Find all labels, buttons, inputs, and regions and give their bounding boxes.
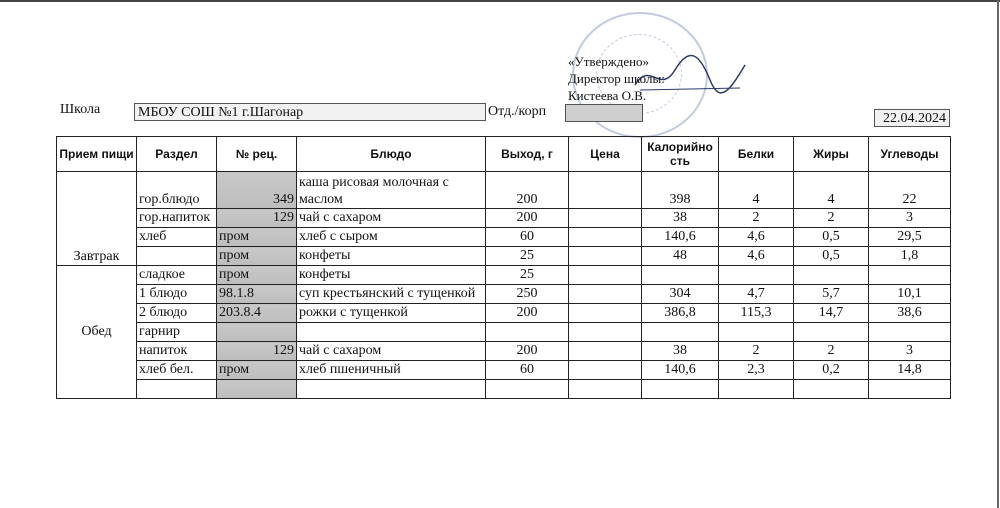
section-cell: напиток bbox=[137, 342, 217, 361]
yield-cell: 200 bbox=[486, 209, 569, 228]
table-header-row bbox=[57, 137, 951, 172]
kcal-cell: 304 bbox=[642, 285, 719, 304]
kcal-cell: 386,8 bbox=[642, 304, 719, 323]
yield-cell: 25 bbox=[486, 247, 569, 266]
price-cell bbox=[569, 247, 642, 266]
yield-cell bbox=[486, 323, 569, 342]
fat-cell: 14,7 bbox=[794, 304, 869, 323]
col-protein: Белки bbox=[719, 137, 794, 172]
carbs-cell: 10,1 bbox=[869, 285, 951, 304]
carbs-cell: 3 bbox=[869, 342, 951, 361]
col-meal: Прием пищи bbox=[57, 137, 137, 172]
dish-cell: суп крестьянский с тущенкой bbox=[297, 285, 486, 304]
recipe-cell: пром bbox=[217, 266, 297, 285]
price-cell bbox=[569, 228, 642, 247]
recipe-cell bbox=[217, 323, 297, 342]
kcal-cell bbox=[642, 266, 719, 285]
yield-cell: 25 bbox=[486, 266, 569, 285]
fat-cell: 0,5 bbox=[794, 228, 869, 247]
col-carbs: Углеводы bbox=[869, 137, 951, 172]
col-kcal: Калорийность bbox=[642, 137, 719, 172]
section-cell: 1 блюдо bbox=[137, 285, 217, 304]
recipe-cell: 349 bbox=[217, 172, 297, 209]
yield-cell: 200 bbox=[486, 342, 569, 361]
fat-cell: 0,5 bbox=[794, 247, 869, 266]
dish-cell bbox=[297, 323, 486, 342]
recipe-cell: 129 bbox=[217, 209, 297, 228]
table-row bbox=[57, 342, 951, 361]
col-fat: Жиры bbox=[794, 137, 869, 172]
school-label: Школа bbox=[60, 102, 101, 117]
meal-breakfast: Завтрак bbox=[57, 172, 137, 266]
protein-cell bbox=[719, 380, 794, 399]
yield-cell bbox=[486, 380, 569, 399]
recipe-cell bbox=[217, 380, 297, 399]
dish-cell bbox=[297, 380, 486, 399]
price-cell bbox=[569, 285, 642, 304]
right-border bbox=[997, 0, 999, 508]
section-cell: гор.напиток bbox=[137, 209, 217, 228]
kcal-cell: 140,6 bbox=[642, 361, 719, 380]
carbs-cell bbox=[869, 266, 951, 285]
kcal-cell: 140,6 bbox=[642, 228, 719, 247]
yield-cell: 60 bbox=[486, 228, 569, 247]
protein-cell bbox=[719, 323, 794, 342]
table-row bbox=[57, 209, 951, 228]
carbs-cell: 22 bbox=[869, 172, 951, 209]
fat-cell bbox=[794, 266, 869, 285]
col-price: Цена bbox=[569, 137, 642, 172]
protein-cell: 4,6 bbox=[719, 247, 794, 266]
price-cell bbox=[569, 266, 642, 285]
table-row bbox=[57, 323, 951, 342]
fat-cell: 0,2 bbox=[794, 361, 869, 380]
fat-cell: 5,7 bbox=[794, 285, 869, 304]
section-cell bbox=[137, 247, 217, 266]
table-row bbox=[57, 304, 951, 323]
table-row bbox=[57, 247, 951, 266]
dish-cell: рожки с тущенкой bbox=[297, 304, 486, 323]
kcal-cell: 38 bbox=[642, 209, 719, 228]
protein-cell: 2,3 bbox=[719, 361, 794, 380]
kcal-cell bbox=[642, 380, 719, 399]
protein-cell: 4,6 bbox=[719, 228, 794, 247]
dept-field[interactable] bbox=[565, 104, 643, 122]
approved-label: «Утверждено» bbox=[568, 54, 650, 69]
protein-cell: 2 bbox=[719, 209, 794, 228]
protein-cell: 115,3 bbox=[719, 304, 794, 323]
table-row bbox=[57, 285, 951, 304]
carbs-cell: 29,5 bbox=[869, 228, 951, 247]
section-cell bbox=[137, 380, 217, 399]
recipe-cell: 129 bbox=[217, 342, 297, 361]
price-cell bbox=[569, 209, 642, 228]
yield-cell: 60 bbox=[486, 361, 569, 380]
carbs-cell bbox=[869, 380, 951, 399]
recipe-cell: 98.1.8 bbox=[217, 285, 297, 304]
kcal-cell bbox=[642, 323, 719, 342]
protein-cell bbox=[719, 266, 794, 285]
section-cell: гор.блюдо bbox=[137, 172, 217, 209]
carbs-cell bbox=[869, 323, 951, 342]
top-border bbox=[0, 0, 1000, 2]
school-field[interactable]: МБОУ СОШ №1 г.Шагонар bbox=[134, 103, 486, 121]
dish-cell: хлеб пшеничный bbox=[297, 361, 486, 380]
price-cell bbox=[569, 323, 642, 342]
date-field[interactable]: 22.04.2024 bbox=[874, 109, 950, 127]
fat-cell: 4 bbox=[794, 172, 869, 209]
col-yield: Выход, г bbox=[486, 137, 569, 172]
price-cell bbox=[569, 342, 642, 361]
kcal-cell: 38 bbox=[642, 342, 719, 361]
carbs-cell: 14,8 bbox=[869, 361, 951, 380]
carbs-cell: 3 bbox=[869, 209, 951, 228]
director-name: Кистеева О.В. bbox=[568, 88, 647, 103]
kcal-cell: 48 bbox=[642, 247, 719, 266]
dish-cell: чай с сахаром bbox=[297, 342, 486, 361]
recipe-cell: пром bbox=[217, 228, 297, 247]
section-cell: хлеб бел. bbox=[137, 361, 217, 380]
carbs-cell: 1,8 bbox=[869, 247, 951, 266]
col-dish: Блюдо bbox=[297, 137, 486, 172]
dish-cell: конфеты bbox=[297, 247, 486, 266]
yield-cell: 200 bbox=[486, 172, 569, 209]
yield-cell: 200 bbox=[486, 304, 569, 323]
recipe-cell: пром bbox=[217, 361, 297, 380]
table-row bbox=[57, 380, 951, 399]
fat-cell: 2 bbox=[794, 209, 869, 228]
recipe-cell: пром bbox=[217, 247, 297, 266]
menu-table bbox=[56, 136, 951, 399]
table-row bbox=[57, 361, 951, 380]
dish-cell: конфеты bbox=[297, 266, 486, 285]
section-cell: сладкое bbox=[137, 266, 217, 285]
col-section: Раздел bbox=[137, 137, 217, 172]
dish-cell: каша рисовая молочная с маслом bbox=[297, 172, 486, 209]
table-row bbox=[57, 228, 951, 247]
fat-cell bbox=[794, 380, 869, 399]
price-cell bbox=[569, 380, 642, 399]
protein-cell: 4 bbox=[719, 172, 794, 209]
section-cell: гарнир bbox=[137, 323, 217, 342]
dish-cell: чай с сахаром bbox=[297, 209, 486, 228]
fat-cell bbox=[794, 323, 869, 342]
dish-cell: хлеб с сыром bbox=[297, 228, 486, 247]
table-row bbox=[57, 266, 951, 285]
recipe-cell: 203.8.4 bbox=[217, 304, 297, 323]
section-cell: хлеб bbox=[137, 228, 217, 247]
kcal-cell: 398 bbox=[642, 172, 719, 209]
protein-cell: 4,7 bbox=[719, 285, 794, 304]
dept-label: Отд./корп bbox=[488, 104, 547, 119]
price-cell bbox=[569, 304, 642, 323]
col-recipe: № рец. bbox=[217, 137, 297, 172]
protein-cell: 2 bbox=[719, 342, 794, 361]
section-cell: 2 блюдо bbox=[137, 304, 217, 323]
yield-cell: 250 bbox=[486, 285, 569, 304]
price-cell bbox=[569, 361, 642, 380]
director-label: Директор школы: bbox=[568, 71, 665, 86]
carbs-cell: 38,6 bbox=[869, 304, 951, 323]
table-row bbox=[57, 172, 951, 209]
meal-lunch: Обед bbox=[57, 266, 137, 399]
price-cell bbox=[569, 172, 642, 209]
fat-cell: 2 bbox=[794, 342, 869, 361]
